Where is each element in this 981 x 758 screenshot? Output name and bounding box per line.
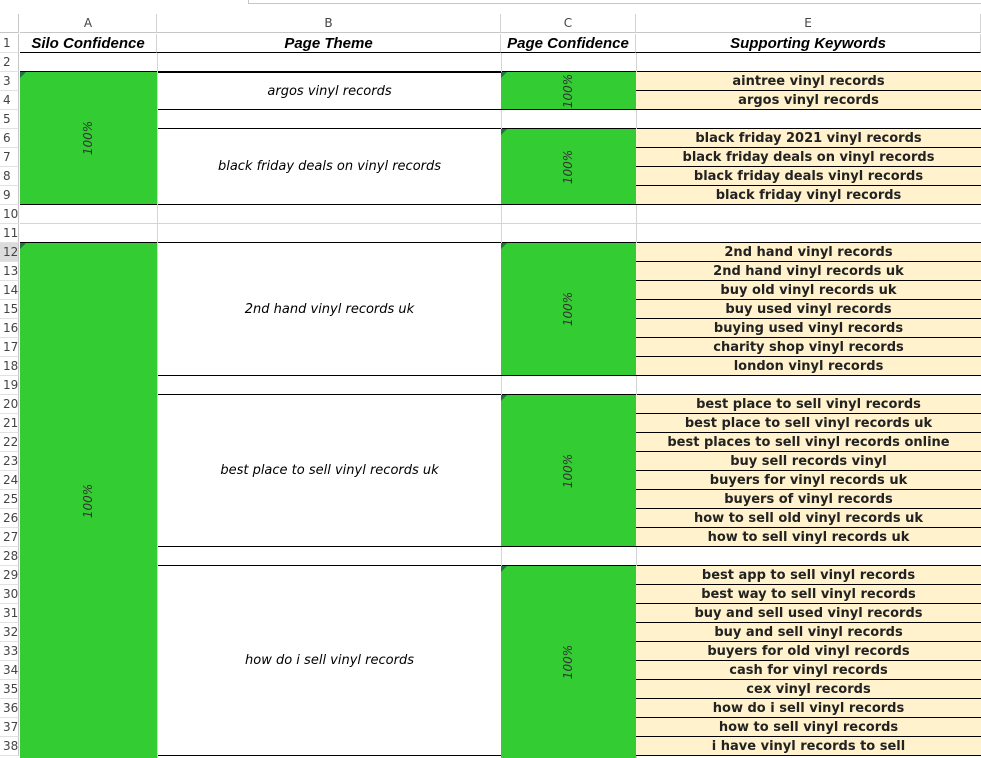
header-supporting-keywords[interactable]: Supporting Keywords: [636, 34, 981, 53]
page-confidence-cell[interactable]: [501, 72, 636, 110]
row-header[interactable]: 13: [0, 262, 19, 281]
row-header[interactable]: 16: [0, 319, 19, 338]
select-all-corner[interactable]: [0, 14, 19, 33]
row-header[interactable]: 8: [0, 167, 19, 186]
keyword-cell[interactable]: black friday vinyl records: [636, 186, 981, 205]
keyword-cell[interactable]: black friday 2021 vinyl records: [636, 129, 981, 148]
cell-comment-marker-icon: [20, 243, 26, 249]
header-silo-confidence[interactable]: Silo Confidence: [20, 34, 157, 53]
cell-comment-marker-icon: [501, 566, 507, 572]
keyword-cell[interactable]: 2nd hand vinyl records uk: [636, 262, 981, 281]
row-header[interactable]: 38: [0, 737, 19, 756]
keyword-cell[interactable]: how to sell old vinyl records uk: [636, 509, 981, 528]
page-confidence-value: 100%: [561, 291, 576, 327]
page-theme-text: how do i sell vinyl records: [245, 653, 414, 668]
row-header[interactable]: 29: [0, 566, 19, 585]
keyword-cell[interactable]: best places to sell vinyl records online: [636, 433, 981, 452]
keyword-cell[interactable]: 2nd hand vinyl records: [636, 243, 981, 262]
cell-comment-marker-icon: [501, 129, 507, 135]
page-confidence-cell[interactable]: [501, 395, 636, 547]
keyword-cell[interactable]: cash for vinyl records: [636, 661, 981, 680]
column-header-a[interactable]: A: [20, 14, 157, 33]
row-header[interactable]: 32: [0, 623, 19, 642]
keyword-cell[interactable]: buy used vinyl records: [636, 300, 981, 319]
header-page-confidence[interactable]: Page Confidence: [501, 34, 636, 53]
keyword-cell[interactable]: buyers for old vinyl records: [636, 642, 981, 661]
silo-confidence-value: 100%: [81, 483, 96, 518]
page-confidence-value: 100%: [561, 644, 576, 680]
page-confidence-cell[interactable]: [501, 129, 636, 205]
row-header[interactable]: 1: [0, 34, 19, 53]
column-header-e[interactable]: E: [636, 14, 981, 33]
page-confidence-cell[interactable]: [501, 243, 636, 376]
row-header[interactable]: 23: [0, 452, 19, 471]
row-header[interactable]: 25: [0, 490, 19, 509]
row-header[interactable]: 18: [0, 357, 19, 376]
keyword-cell[interactable]: best place to sell vinyl records uk: [636, 414, 981, 433]
page-theme-text: best place to sell vinyl records uk: [220, 463, 439, 478]
keyword-cell[interactable]: buy old vinyl records uk: [636, 281, 981, 300]
keyword-cell[interactable]: buy and sell vinyl records: [636, 623, 981, 642]
row-header[interactable]: 33: [0, 642, 19, 661]
separator-row[interactable]: [157, 547, 981, 566]
row-header[interactable]: 27: [0, 528, 19, 547]
cell-comment-marker-icon: [501, 395, 507, 401]
keyword-cell[interactable]: argos vinyl records: [636, 91, 981, 110]
page-theme-cell[interactable]: [158, 129, 501, 205]
keyword-cell[interactable]: cex vinyl records: [636, 680, 981, 699]
row-header[interactable]: 30: [0, 585, 19, 604]
row-header[interactable]: 14: [0, 281, 19, 300]
page-theme-text: 2nd hand vinyl records uk: [244, 301, 415, 317]
row-header[interactable]: 34: [0, 661, 19, 680]
row-header[interactable]: 19: [0, 376, 19, 395]
keyword-cell[interactable]: i have vinyl records to sell: [636, 737, 981, 756]
keyword-cell[interactable]: buy and sell used vinyl records: [636, 604, 981, 623]
page-theme-text: argos vinyl records: [267, 83, 392, 99]
keyword-cell[interactable]: how do i sell vinyl records: [636, 699, 981, 718]
row-header[interactable]: 31: [0, 604, 19, 623]
silo-confidence-cell[interactable]: [20, 72, 157, 205]
row-header[interactable]: 10: [0, 205, 19, 224]
row-header[interactable]: 9: [0, 186, 19, 205]
separator-row[interactable]: [157, 376, 981, 395]
silo-confidence-value: 100%: [81, 120, 96, 156]
row-header[interactable]: 35: [0, 680, 19, 699]
keyword-cell[interactable]: buying used vinyl records: [636, 319, 981, 338]
keyword-cell[interactable]: black friday deals on vinyl records: [636, 148, 981, 167]
row-header-selected[interactable]: 12: [0, 243, 19, 262]
keyword-cell[interactable]: buy sell records vinyl: [636, 452, 981, 471]
row-header[interactable]: 4: [0, 91, 19, 110]
page-confidence-value: 100%: [561, 149, 576, 184]
row-header[interactable]: 36: [0, 699, 19, 718]
page-theme-cell[interactable]: [158, 566, 501, 756]
formula-bar-edge: [248, 0, 981, 4]
page-theme-cell[interactable]: [158, 72, 501, 110]
page-theme-text: black friday deals on vinyl records: [217, 159, 442, 174]
keyword-cell[interactable]: london vinyl records: [636, 357, 981, 376]
row-header[interactable]: 7: [0, 148, 19, 167]
row-header[interactable]: 15: [0, 300, 19, 319]
row-header[interactable]: 3: [0, 72, 19, 91]
page-confidence-value: 100%: [561, 73, 576, 108]
column-header-b[interactable]: B: [157, 14, 501, 33]
keyword-cell[interactable]: how to sell vinyl records: [636, 718, 981, 737]
row-header[interactable]: 37: [0, 718, 19, 737]
row-header[interactable]: 24: [0, 471, 19, 490]
page-confidence-cell[interactable]: [501, 566, 636, 758]
row-header[interactable]: 22: [0, 433, 19, 452]
column-header-c[interactable]: C: [501, 14, 636, 33]
separator-row[interactable]: [157, 110, 981, 129]
page-confidence-value: 100%: [561, 453, 576, 488]
keyword-cell[interactable]: best app to sell vinyl records: [636, 566, 981, 585]
row-header[interactable]: 11: [0, 224, 19, 243]
page-theme-cell[interactable]: [158, 395, 501, 547]
cell-comment-marker-icon: [20, 72, 26, 78]
row-header[interactable]: 2: [0, 53, 19, 72]
cell-comment-marker-icon: [501, 243, 507, 249]
keyword-cell[interactable]: buyers of vinyl records: [636, 490, 981, 509]
keyword-cell[interactable]: buyers for vinyl records uk: [636, 471, 981, 490]
keyword-cell[interactable]: aintree vinyl records: [636, 72, 981, 91]
header-page-theme[interactable]: Page Theme: [157, 34, 501, 53]
row-header[interactable]: 17: [0, 338, 19, 357]
keyword-cell[interactable]: best place to sell vinyl records: [636, 395, 981, 414]
row-header[interactable]: 20: [0, 395, 19, 414]
cell-comment-marker-icon: [501, 72, 507, 78]
keyword-cell[interactable]: black friday deals vinyl records: [636, 167, 981, 186]
silo-confidence-cell[interactable]: [20, 243, 157, 758]
keyword-cell[interactable]: best way to sell vinyl records: [636, 585, 981, 604]
row-header[interactable]: 5: [0, 110, 19, 129]
row-header[interactable]: 21: [0, 414, 19, 433]
row-header[interactable]: 28: [0, 547, 19, 566]
row-header[interactable]: 6: [0, 129, 19, 148]
keyword-cell[interactable]: charity shop vinyl records: [636, 338, 981, 357]
page-theme-cell[interactable]: [158, 243, 501, 376]
keyword-cell[interactable]: how to sell vinyl records uk: [636, 528, 981, 547]
row-header[interactable]: 26: [0, 509, 19, 528]
